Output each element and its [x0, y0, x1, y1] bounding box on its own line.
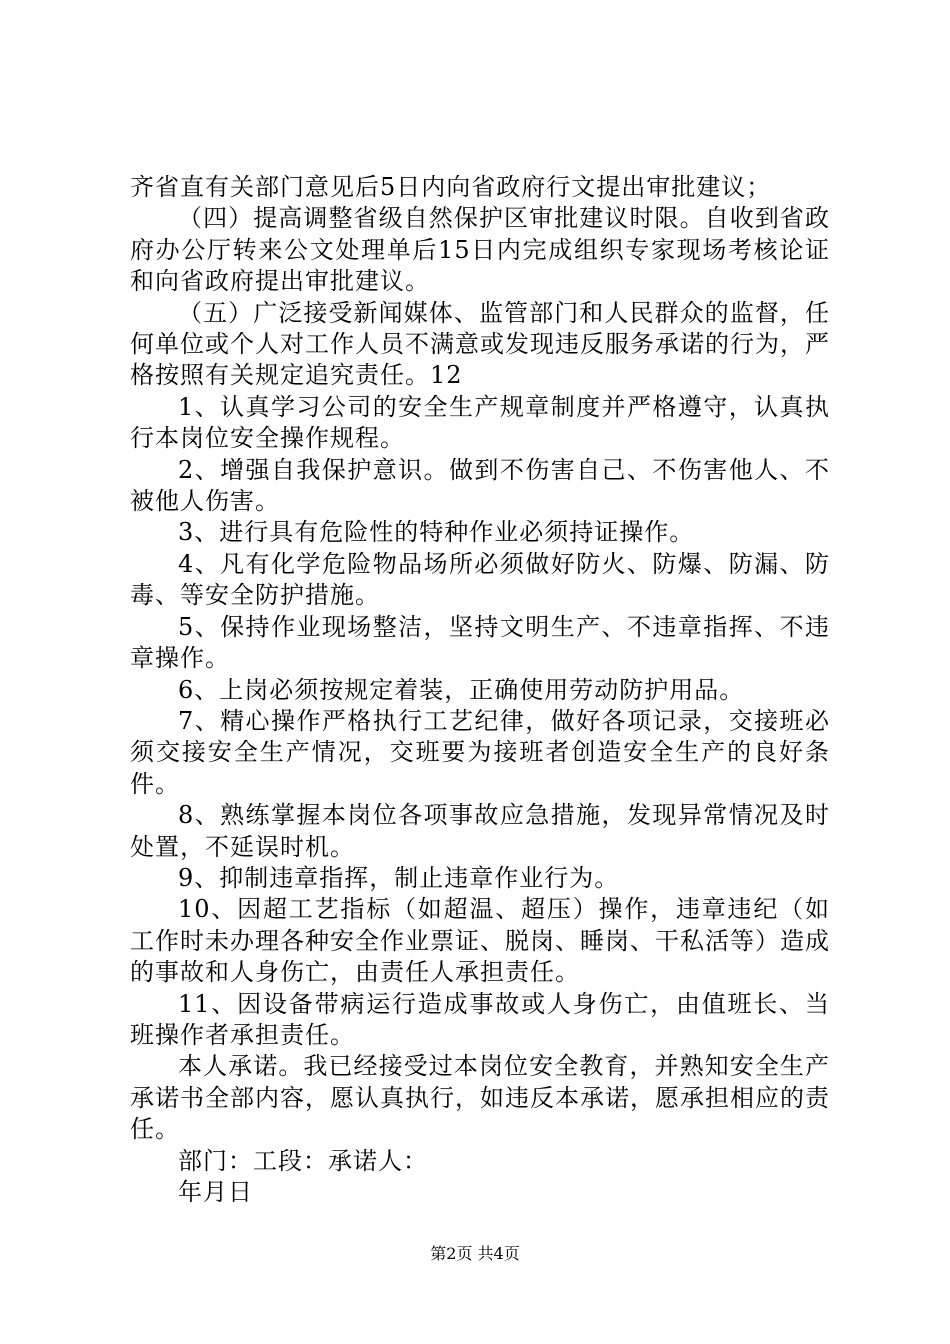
- paragraph-continuation: 齐省直有关部门意见后5日内向省政府行文提出审批建议；: [130, 173, 772, 201]
- paragraph-rule-10: 10、因超工艺指标（如超温、超压）操作，违章违纪（如工作时未办理各种安全作业票证、脱岗、睡岗、干私活等）造成的事故和人身伤亡，由责任人承担责任。: [130, 895, 830, 987]
- paragraph-item-5: （五）广泛接受新闻媒体、监管部门和人民群众的监督，任何单位或个人对工作人员不满意或发现违反服务承诺的行为，严格按照有关规定追究责任。12: [130, 298, 830, 390]
- paragraph-rule-11: 11、因设备带病运行造成事故或人身伤亡，由值班长、当班操作者承担责任。: [130, 989, 830, 1049]
- paragraph-rule-5: 5、保持作业现场整洁，坚持文明生产、不违章指挥、不违章操作。: [130, 612, 830, 673]
- page-number-footer: 第2页 共4页: [430, 1244, 520, 1263]
- paragraph-rule-8: 8、熟练掌握本岗位各项事故应急措施，发现异常情况及时处置，不延误时机。: [130, 801, 830, 861]
- paragraph-item-4: （四）提高调整省级自然保护区审批建议时限。自收到省政府办公厅转来公文处理单后15日内完成组织专家现场考核论证和向省政府提出审批建议。: [130, 204, 830, 296]
- paragraph-commitment: 本人承诺。我已经接受过本岗位安全教育，并熟知安全生产承诺书全部内容，愿认真执行，如违反本承诺，愿承担相应的责任。: [130, 1052, 830, 1144]
- date-line: 年月日: [178, 1178, 253, 1206]
- paragraph-rule-6: 6、上岗必须按规定着装，正确使用劳动防护用品。: [178, 675, 745, 704]
- paragraph-rule-4: 4、凡有化学危险物品场所必须做好防火、防爆、防漏、防毒、等安全防护措施。: [130, 549, 830, 610]
- paragraph-rule-2: 2、增强自我保护意识。做到不伤害自己、不伤害他人、不被他人伤害。: [130, 455, 830, 516]
- document-body: [130, 172, 830, 1208]
- paragraph-rule-1: 1、认真学习公司的安全生产规章制度并严格遵守，认真执行本岗位安全操作规程。: [130, 392, 830, 453]
- signature-line: 部门：工段：承诺人：: [178, 1146, 428, 1175]
- paragraph-rule-9: 9、抑制违章指挥，制止违章作业行为。: [178, 863, 620, 892]
- paragraph-rule-3: 3、进行具有危险性的特种作业必须持证操作。: [178, 518, 695, 547]
- paragraph-rule-7: 7、精心操作严格执行工艺纪律，做好各项记录，交接班必须交接安全生产情况，交班要为接班者创造安全生产的良好条件。: [130, 706, 830, 798]
